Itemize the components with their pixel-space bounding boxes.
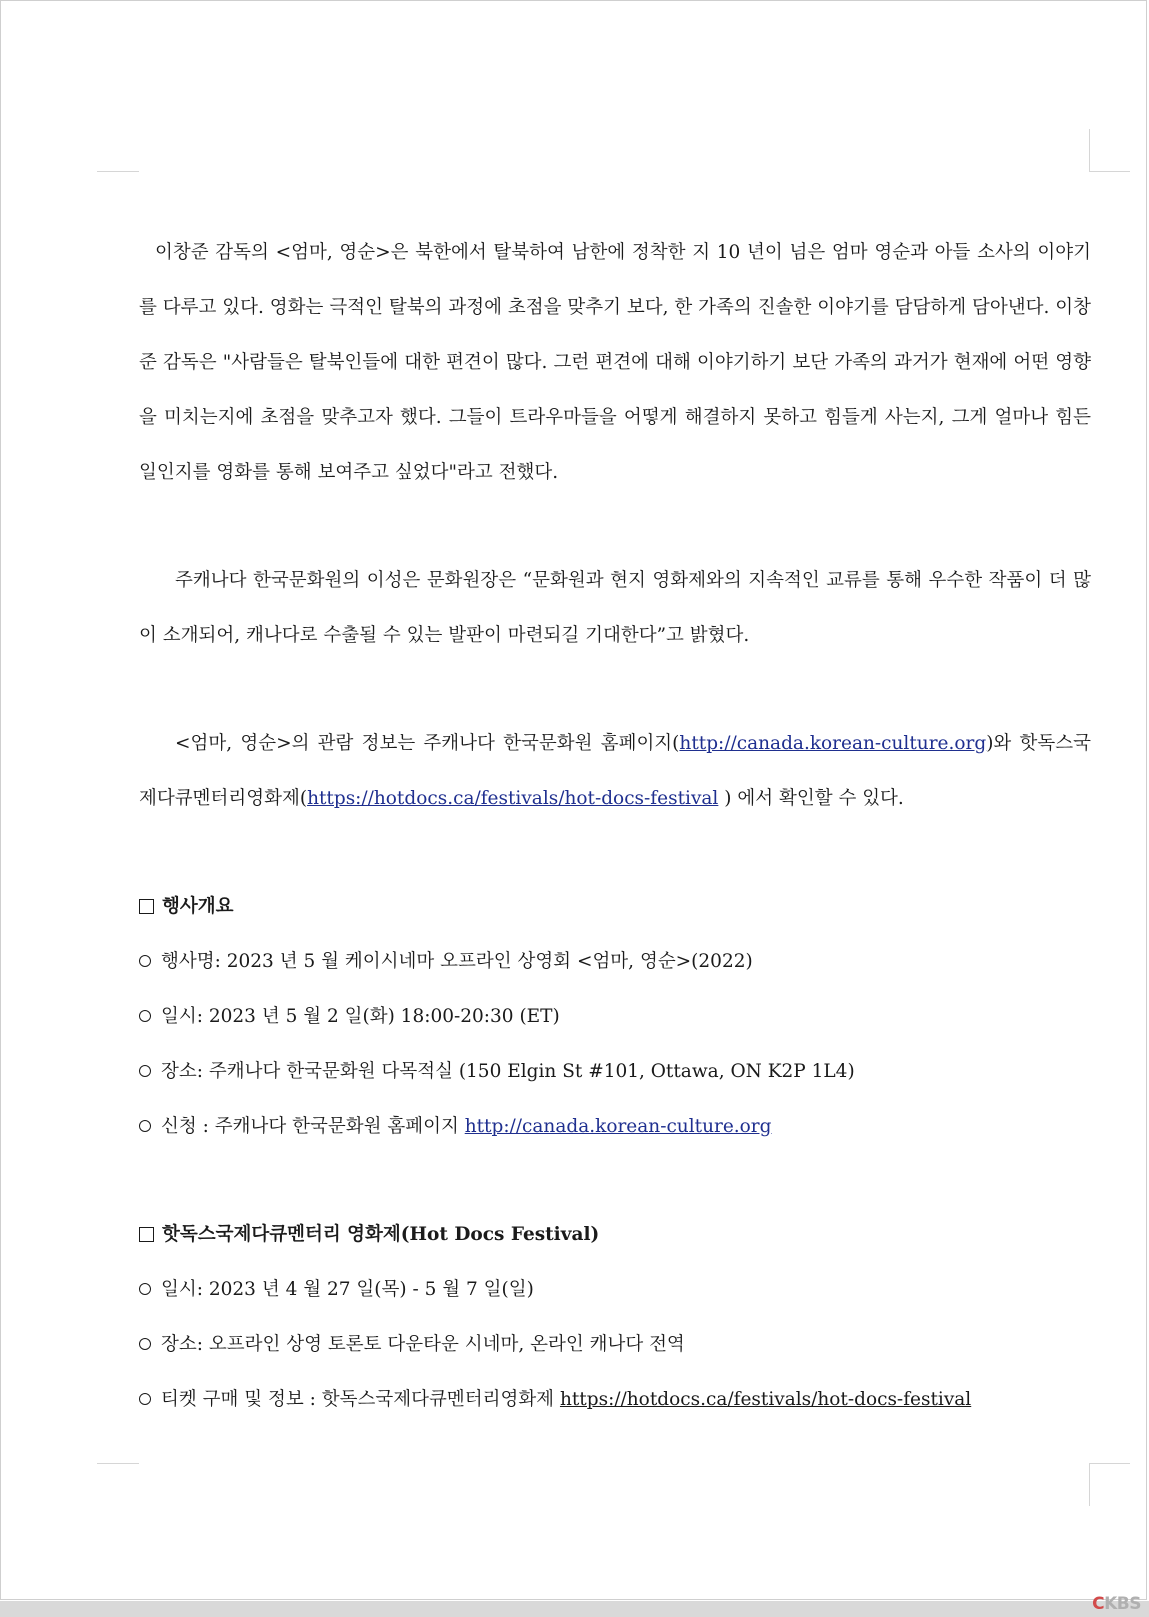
circle-bullet-icon bbox=[139, 1393, 151, 1405]
registration-link[interactable]: http://canada.korean-culture.org bbox=[464, 1116, 772, 1137]
section-title-event-overview bbox=[139, 879, 1091, 934]
paragraph-viewing-info bbox=[139, 716, 1091, 826]
margin-mark-bottom-left bbox=[97, 1463, 139, 1506]
paragraph-director-quote: 이창준 감독의 <엄마, 영순>은 북한에서 탈북하여 남한에 정착한 지 10 년이 넘은 엄마 영순과 아들 소사의 이야기를 다루고 있다. 영화는 극적인 탈북의 과정에 초점을 맞추기 보다, 한 가족의 진솔한 이야기를 담담하게 담아낸다. 이창준 감독은 "사람들은 탈북인들에 대한 편견이 많다. 그런 편견에 대해 이야기하기 보단 가족의 과거가 현재에 어떤 영향을 미치는지에 초점을 맞추고자 했다. 그들이 트라우마들을 어떻게 해결하지 못하고 힘들게 사는지, 그게 얼마나 힘든 일인지를 영화를 통해 보여주고 싶었다"라고 전했다. bbox=[139, 242, 1091, 483]
paragraph-center-director-quote: 주캐나다 한국문화원의 이성은 문화원장은 “문화원과 현지 영화제와의 지속적인 교류를 통해 우수한 작품이 더 많이 소개되어, 캐나다로 수출될 수 있는 발판이 마련되길 기대한다”고 밝혔다. bbox=[139, 570, 1091, 646]
margin-mark-top-left bbox=[97, 129, 139, 172]
list-item-text: 장소: 오프라인 상영 토론토 다운타운 시네마, 온라인 캐나다 전역 bbox=[161, 1334, 685, 1355]
viewing-info-text-3: ) 에서 확인할 수 있다. bbox=[718, 788, 904, 809]
list-item-text: 티켓 구매 및 정보 : 핫독스국제다큐멘터리영화제 bbox=[161, 1389, 560, 1410]
circle-bullet-icon bbox=[139, 1120, 151, 1132]
circle-bullet-icon bbox=[139, 1338, 151, 1350]
viewing-info-text-2: )와 핫독스국제다큐멘터리영화제( bbox=[139, 733, 1091, 809]
list-item-text: 신청 : 주캐나다 한국문화원 홈페이지 bbox=[161, 1116, 465, 1137]
circle-bullet-icon bbox=[139, 1283, 151, 1295]
list-item-festival-tickets bbox=[139, 1372, 1091, 1427]
list-item-event-registration bbox=[139, 1099, 1091, 1154]
list-item-event-date bbox=[139, 989, 1091, 1044]
viewing-info-text-1: <엄마, 영순>의 관람 정보는 주캐나다 한국문화원 홈페이지( bbox=[175, 733, 680, 754]
tickets-link[interactable]: https://hotdocs.ca/festivals/hot-docs-festival bbox=[559, 1389, 972, 1410]
watermark-rest: KBS bbox=[1104, 1594, 1141, 1614]
list-item-event-name bbox=[139, 934, 1091, 989]
list-item-text: 행사명: 2023 년 5 월 케이시네마 오프라인 상영회 <엄마, 영순>(2022) bbox=[161, 951, 753, 972]
page-bottom-band bbox=[0, 1601, 1149, 1617]
list-item-text: 장소: 주캐나다 한국문화원 다목적실 (150 Elgin St #101, Ottawa, ON K2P 1L4) bbox=[161, 1061, 855, 1082]
hotdocs-link[interactable]: https://hotdocs.ca/festivals/hot-docs-festival bbox=[307, 788, 719, 809]
circle-bullet-icon bbox=[139, 1065, 151, 1077]
watermark-logo bbox=[1092, 1594, 1141, 1614]
list-item-event-venue bbox=[139, 1044, 1091, 1099]
list-item-text: 일시: 2023 년 4 월 27 일(목) - 5 월 7 일(일) bbox=[161, 1279, 534, 1300]
checkbox-square-icon bbox=[139, 1227, 154, 1242]
section-festival-title-text: 핫독스국제다큐멘터리 영화제(Hot Docs Festival) bbox=[162, 1224, 600, 1245]
section-event-title-text: 행사개요 bbox=[162, 896, 234, 917]
watermark-first-letter: C bbox=[1092, 1594, 1105, 1614]
section-title-hot-docs bbox=[139, 1207, 1091, 1262]
checkbox-square-icon bbox=[139, 899, 154, 914]
margin-mark-top-right bbox=[1089, 129, 1130, 172]
list-item-festival-date bbox=[139, 1262, 1091, 1317]
list-item-festival-venue bbox=[139, 1317, 1091, 1372]
margin-mark-bottom-right bbox=[1089, 1463, 1130, 1506]
circle-bullet-icon bbox=[139, 955, 151, 967]
culture-center-link[interactable]: http://canada.korean-culture.org bbox=[679, 733, 987, 754]
document-body bbox=[139, 225, 1091, 1427]
circle-bullet-icon bbox=[139, 1010, 151, 1022]
list-item-text: 일시: 2023 년 5 월 2 일(화) 18:00-20:30 (ET) bbox=[161, 1006, 560, 1027]
